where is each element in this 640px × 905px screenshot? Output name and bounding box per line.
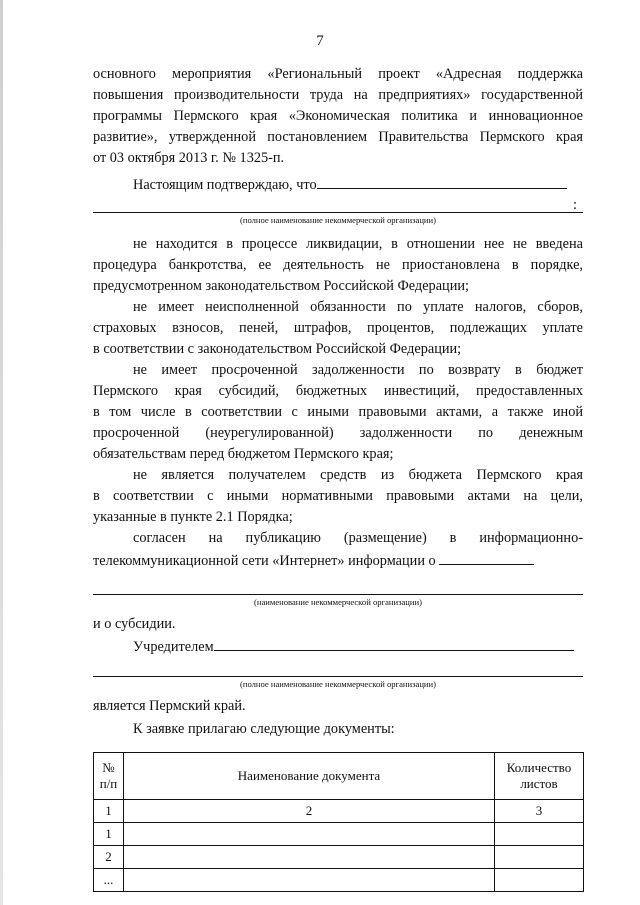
condition-item [93, 465, 583, 528]
documents-table [93, 752, 584, 892]
table-cell[interactable] [495, 869, 584, 892]
intro-line: программы Пермского края «Экономическая политика и инновационное [93, 108, 583, 124]
colon: : [573, 197, 577, 213]
page-number: 7 [316, 33, 324, 49]
intro-paragraph [93, 64, 583, 169]
condition-line: предусмотренном законодательством Российской Федерации; [93, 278, 469, 294]
header-document-name: Наименование документа [124, 753, 495, 800]
table-cell[interactable] [495, 823, 584, 846]
table-cell: ... [94, 869, 124, 892]
consent-org-full-line[interactable] [93, 578, 583, 595]
table-cell: 2 [124, 800, 495, 823]
org-name-blank[interactable] [317, 173, 567, 189]
consent-line [93, 549, 583, 572]
table-cell[interactable] [124, 823, 495, 846]
org-name-caption: (полное наименование некоммерческой организации) [240, 215, 436, 225]
condition-item [93, 360, 583, 465]
condition-line: просроченной (неурегулированной) задолженности по денежным [93, 425, 583, 441]
table-cell[interactable] [124, 869, 495, 892]
org-name-full-line[interactable] [93, 196, 583, 213]
consent-org-caption: (наименование некоммерческой организации) [254, 597, 422, 607]
consent-text: телекоммуникационной сети «Интернет» информации о [93, 553, 436, 569]
document-body [93, 64, 583, 892]
confirm-line [93, 173, 583, 196]
table-row [94, 846, 584, 869]
founder-label: Учредителем [133, 639, 214, 655]
confirm-text: Настоящим подтверждаю, что [133, 177, 317, 193]
condition-item [93, 297, 583, 360]
conditions-list [93, 234, 583, 572]
consent-line: согласен на публикацию (размещение) в информационно- [133, 530, 583, 546]
condition-line: Пермского края субсидий, бюджетных инвестиций, предоставленных [93, 383, 583, 399]
condition-line: не имеет неисполненной обязанности по уплате налогов, сборов, [133, 299, 583, 315]
table-cell: 1 [94, 823, 124, 846]
condition-line: страховых взносов, пеней, штрафов, процентов, подлежащих уплате [93, 320, 583, 336]
condition-line: в том числе в соответствии с иными правовыми актами, а также иной [93, 404, 583, 420]
table-row [94, 800, 584, 823]
header-number: № п/п [94, 753, 124, 800]
scan-edge [0, 0, 3, 905]
condition-line: процедура банкротства, ее деятельность не приостановлена в порядке, [93, 257, 583, 273]
table-cell: 1 [94, 800, 124, 823]
header-sheet-count: Количество листов [495, 753, 584, 800]
founder-full-line[interactable] [93, 660, 583, 677]
intro-line: основного мероприятия «Региональный проект «Адресная поддержка [93, 66, 583, 82]
subsidy-line: и о субсидии. [93, 616, 176, 632]
intro-line: развитие», утвержденной постановлением Правительства Пермского края [93, 129, 583, 145]
founder-after: является Пермский край. [93, 698, 246, 714]
condition-line: в соответствии с иными нормативными правовыми актами на цели, [93, 488, 583, 504]
condition-item [93, 234, 583, 297]
founder-blank[interactable] [214, 635, 574, 651]
table-cell: 2 [94, 846, 124, 869]
founder-caption: (полное наименование некоммерческой организации) [240, 679, 436, 689]
table-row [94, 823, 584, 846]
condition-line: не имеет просроченной задолженности по возврату в бюджет [133, 362, 583, 378]
condition-line: не является получателем средств из бюджета Пермского края [133, 467, 583, 483]
attach-text: К заявке прилагаю следующие документы: [133, 721, 395, 737]
condition-line: не находится в процессе ликвидации, в отношении нее не введена [133, 236, 583, 252]
condition-line: в соответствии с законодательством Российской Федерации; [93, 341, 462, 357]
condition-line: обязательствам перед бюджетом Пермского края; [93, 446, 394, 462]
condition-line: указанные в пункте 2.1 Порядка; [93, 509, 293, 525]
consent-item [93, 528, 583, 572]
founder-line [93, 635, 583, 658]
table-header-row [94, 753, 584, 800]
consent-org-blank[interactable] [439, 549, 534, 565]
intro-line: от 03 октября 2013 г. № 1325-п. [93, 150, 285, 166]
intro-line: повышения производительности труда на предприятиях» государственной [93, 87, 583, 103]
table-row [94, 869, 584, 892]
table-cell[interactable] [495, 846, 584, 869]
table-cell: 3 [495, 800, 584, 823]
table-cell[interactable] [124, 846, 495, 869]
